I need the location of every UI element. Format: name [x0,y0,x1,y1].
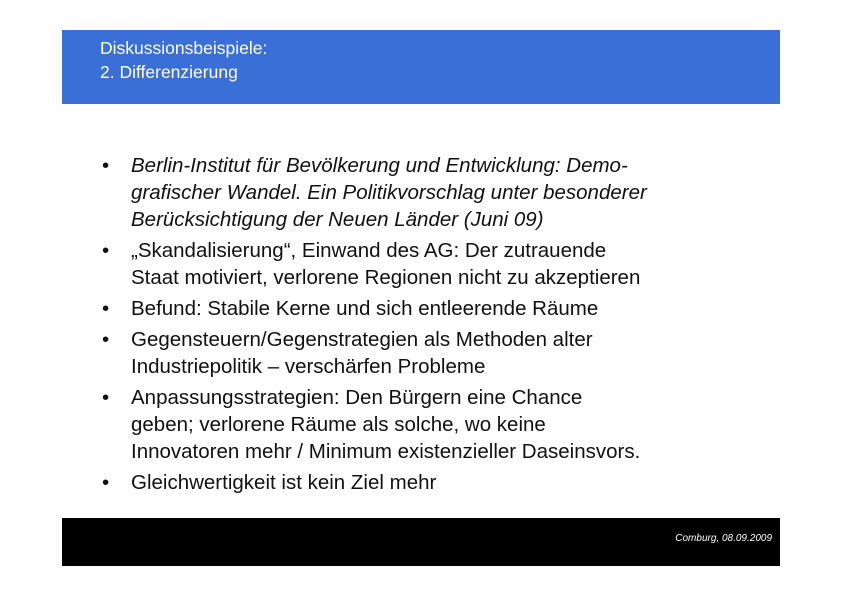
bullet-text [131,469,750,496]
bullet-line: Gegensteuern/Gegenstrategien als Methoden alter [131,328,593,351]
slide-header [62,30,780,104]
bullet-line: Befund: Stabile Kerne und sich entleerende Räume [131,297,599,320]
bullet-item-4 [100,326,750,380]
bullet-line: Innovatoren mehr / Minimum existenzieller Daseinsvors. [131,440,641,463]
bullet-text [131,152,750,233]
bullet-text [131,295,750,322]
bullet-text [131,326,750,380]
bullet-dot: • [102,386,110,409]
bullet-item-1 [100,152,750,233]
header-title-line-2: 2. Differenzierung [100,62,238,82]
bullet-line: Industriepolitik – verschärfen Probleme [131,355,486,378]
bullet-dot: • [102,471,110,494]
bullet-item-2 [100,237,750,291]
bullet-line: Berücksichtigung der Neuen Länder (Juni 09) [131,208,544,231]
bullet-item-6 [100,469,750,496]
bullet-line: „Skandalisierung“, Einwand des AG: Der zutrauende [131,239,607,262]
bullet-line: grafischer Wandel. Ein Politikvorschlag unter besonderer [131,181,647,204]
bullet-line: Berlin-Institut für Bevölkerung und Entwicklung: Demo- [131,154,628,177]
bullet-dot: • [102,328,110,351]
bullet-dot: • [102,239,110,262]
bullet-item-3 [100,295,750,322]
bullet-line: Staat motiviert, verlorene Regionen nicht zu akzeptieren [131,266,641,289]
bullet-item-5 [100,384,750,465]
bullet-list [100,152,750,500]
bullet-text [131,384,750,465]
bullet-line: Gleichwertigkeit ist kein Ziel mehr [131,471,437,494]
bullet-dot: • [102,297,110,320]
header-title-line-1: Diskussionsbeispiele: [100,38,268,58]
bullet-text [131,237,750,291]
bullet-dot: • [102,154,110,177]
slide-footer [62,518,780,566]
bullet-line: geben; verlorene Räume als solche, wo keine [131,413,546,436]
bullet-line: Anpassungsstrategien: Den Bürgern eine Chance [131,386,583,409]
footer-date-location: Comburg, 08.09.2009 [675,533,772,544]
